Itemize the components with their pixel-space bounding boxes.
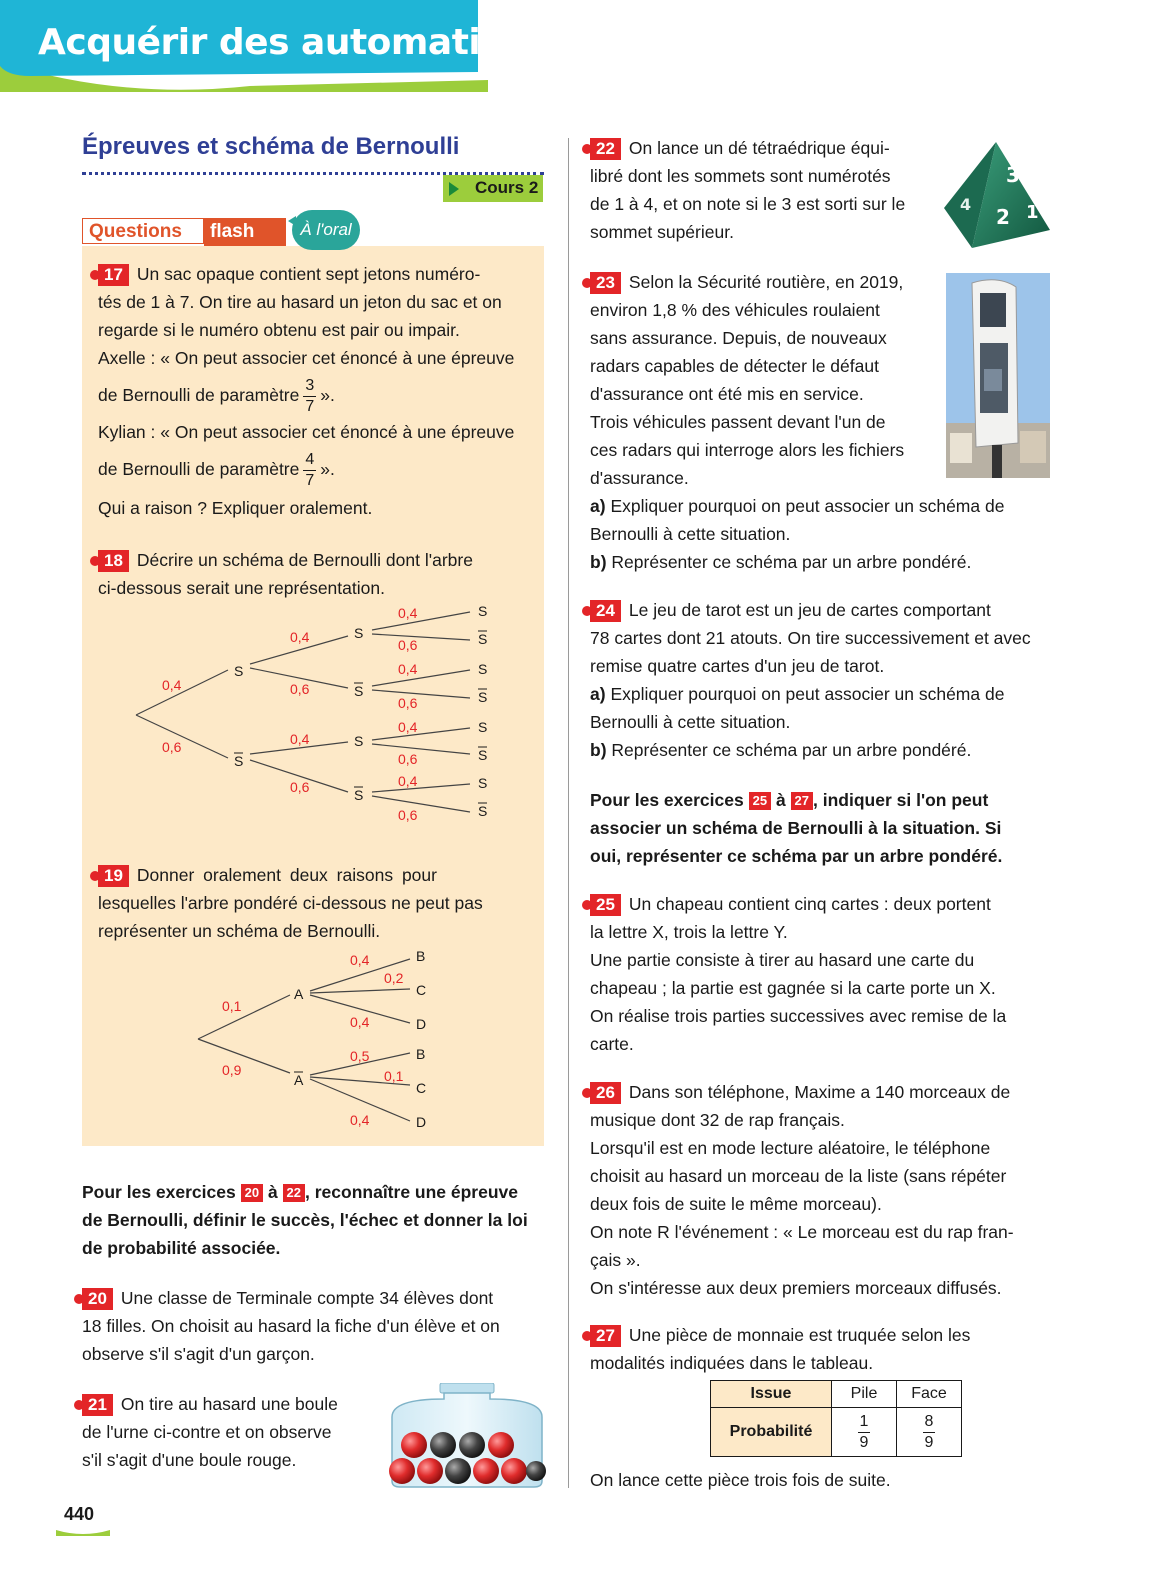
exercise-number: 25 [590, 894, 621, 916]
text-line: observe s'il s'agit d'un garçon. [82, 1344, 315, 1364]
tree-node: S [354, 787, 364, 803]
table-header: Issue [711, 1381, 832, 1408]
tree-node: D [416, 1016, 427, 1032]
exercise-17 [98, 260, 528, 522]
tree-probability: 0,4 [398, 605, 418, 621]
tree-probability: 0,6 [162, 739, 182, 755]
tree-node: S [478, 603, 488, 619]
tree-probability: 0,1 [384, 1068, 404, 1084]
exercise-27-end: On lance cette pièce trois fois de suite. [590, 1470, 891, 1490]
tree-probability: 0,6 [290, 779, 310, 795]
fraction: $\frac{3}{7}$ [305, 376, 315, 415]
fraction: $\frac{8}{9}$ [924, 1412, 934, 1451]
tree-probability: 0,6 [398, 807, 418, 823]
tree-diagram-18 [130, 600, 510, 830]
tree-node: S [354, 683, 364, 699]
tree-node: B [416, 948, 426, 964]
text-line: tés de 1 à 7. On tire au hasard un jeton du sac et on [98, 292, 502, 312]
table-row-label: Probabilité [711, 1408, 832, 1457]
text-line: musique dont 32 de rap français. [590, 1110, 845, 1130]
tree-probability: 0,9 [222, 1062, 242, 1078]
text-line: de Bernoulli de paramètre [98, 385, 300, 405]
text-line: Pour les exercices [590, 790, 744, 810]
text-line: Le jeu de tarot est un jeu de cartes comportant [628, 600, 991, 620]
tree-probability: 0,6 [398, 695, 418, 711]
text-line: Expliquer pourquoi on peut associer un schéma de [610, 496, 1005, 516]
tree-probability: 0,4 [290, 629, 310, 645]
text-line: On s'intéresse aux deux premiers morceaux diffusés. [590, 1278, 1002, 1298]
text-line: à [267, 1182, 278, 1202]
tree-node: S [234, 753, 244, 769]
text-line: Bernoulli à cette situation. [590, 712, 791, 732]
probability-table [710, 1380, 962, 1457]
tree-probability: 0,4 [350, 1112, 370, 1128]
tetrahedral-die-image [938, 138, 1056, 256]
exercise-20 [82, 1284, 546, 1368]
tree-probability: 0,5 [350, 1048, 370, 1064]
page-decoration [56, 1528, 110, 1536]
tree-probability: 0,4 [350, 952, 370, 968]
item-label: b) [590, 740, 607, 760]
tree-node: S [478, 661, 488, 677]
exercise-24 [590, 596, 1060, 764]
instructions-20-22 [82, 1178, 546, 1262]
exercise-number: 24 [590, 600, 621, 622]
text-line: Lorsqu'il est en mode lecture aléatoire, le téléphone [590, 1138, 991, 1158]
text-line: 18 filles. On choisit au hasard la fiche d'un élève et on [82, 1316, 500, 1336]
die-digit: 4 [960, 195, 972, 214]
table-cell [832, 1408, 897, 1457]
tree-probability: 0,4 [162, 677, 182, 693]
text-line: de Bernoulli de paramètre [98, 459, 300, 479]
urn-image [388, 1383, 546, 1489]
exercise-25 [590, 890, 1060, 1058]
exercise-ref[interactable]: 22 [283, 1184, 305, 1202]
text-line: Un sac opaque contient sept jetons numéro- [136, 264, 481, 284]
exercise-ref[interactable]: 20 [241, 1184, 263, 1202]
text-line: Décrire un schéma de Bernoulli dont l'arbre [136, 550, 473, 570]
exercise-number: 26 [590, 1082, 621, 1104]
text-line: Donner oralement deux raisons pour [136, 865, 437, 885]
tree-probability: 0,4 [290, 731, 310, 747]
exercise-number: 22 [590, 138, 621, 160]
text-line: , indiquer si l'on peut [813, 790, 989, 810]
text-line: Représenter ce schéma par un arbre pondéré. [611, 552, 972, 572]
tree-probability: 0,6 [290, 681, 310, 697]
text-line: Axelle : « On peut associer cet énoncé à une épreuve [98, 348, 515, 368]
text-line: chapeau ; la partie est gagnée si la carte porte un X. [590, 978, 996, 998]
text-line: On tire au hasard une boule [120, 1394, 338, 1414]
column-divider [568, 138, 569, 1488]
tree-node: S [478, 689, 488, 705]
questions-label: Questions [82, 218, 204, 244]
exercise-number: 17 [98, 264, 129, 286]
text-line: sans assurance. Depuis, de nouveaux [590, 328, 887, 348]
text-line: On lance un dé tétraédrique équi- [628, 138, 890, 158]
table-header: Pile [832, 1381, 897, 1408]
text-line: de l'urne ci-contre et on observe [82, 1422, 332, 1442]
tree-node: S [478, 719, 488, 735]
text-line: regarde si le numéro obtenu est pair ou impair. [98, 320, 460, 340]
text-line: d'assurance ont été mis en service. [590, 384, 864, 404]
tree-node: S [234, 663, 244, 679]
text-line: Qui a raison ? Expliquer oralement. [98, 498, 373, 518]
die-digit: 2 [996, 205, 1010, 229]
exercise-26 [590, 1078, 1060, 1302]
tree-probability: 0,4 [350, 1014, 370, 1030]
text-line: ». [320, 385, 335, 405]
tree-probability: 0,4 [398, 773, 418, 789]
tree-node: A [294, 986, 304, 1002]
die-digit: 1 [1026, 202, 1039, 223]
arrow-icon [449, 182, 459, 196]
exercise-27 [590, 1321, 1060, 1377]
cours-badge-label: Cours 2 [475, 178, 539, 197]
text-line: On réalise trois parties successives avec remise de la [590, 1006, 1007, 1026]
text-line: 78 cartes dont 21 atouts. On tire successivement et avec [590, 628, 1031, 648]
text-line: modalités indiquées dans le tableau. [590, 1353, 874, 1373]
tree-probability: 0,2 [384, 970, 404, 986]
text-line: remise quatre cartes d'un jeu de tarot. [590, 656, 885, 676]
die-digit: 3 [1006, 163, 1020, 187]
oral-badge: À l'oral [292, 210, 360, 250]
exercise-18 [98, 546, 528, 602]
text-line: radars capables de détecter le défaut [590, 356, 879, 376]
tree-node: S [478, 631, 488, 647]
exercise-ref[interactable]: 25 [749, 792, 771, 810]
tree-probability: 0,6 [398, 751, 418, 767]
tree-probability: 0,6 [398, 637, 418, 653]
tree-node: S [478, 747, 488, 763]
tree-node: B [416, 1046, 426, 1062]
tree-node: S [478, 775, 488, 791]
text-line: çais ». [590, 1250, 641, 1270]
text-line: , reconnaître une épreuve [305, 1182, 519, 1202]
text-line: Dans son téléphone, Maxime a 140 morceaux de [628, 1082, 1011, 1102]
page-number: 440 [64, 1504, 95, 1524]
text-line: Une pièce de monnaie est truquée selon les [628, 1325, 971, 1345]
exercise-number: 23 [590, 272, 621, 294]
exercise-19 [98, 861, 528, 945]
flash-label: flash [204, 218, 286, 246]
text-line: Selon la Sécurité routière, en 2019, [628, 272, 904, 292]
tree-node: S [354, 625, 364, 641]
item-label: a) [590, 684, 606, 704]
tree-node: C [416, 1080, 427, 1096]
text-line: Trois véhicules passent devant l'un de [590, 412, 886, 432]
exercise-number: 27 [590, 1325, 621, 1347]
exercise-number: 21 [82, 1394, 113, 1416]
section-title: Épreuves et schéma de Bernoulli [82, 133, 460, 160]
text-line: Bernoulli à cette situation. [590, 524, 791, 544]
text-line: s'il s'agit d'une boule rouge. [82, 1450, 297, 1470]
tree-diagram-19 [190, 945, 450, 1135]
text-line: Expliquer pourquoi on peut associer un schéma de [610, 684, 1005, 704]
text-line: de 1 à 4, et on note si le 3 est sorti sur le [590, 194, 906, 214]
exercise-21 [82, 1390, 382, 1474]
text-line: de probabilité associée. [82, 1238, 281, 1258]
exercise-number: 20 [82, 1288, 113, 1310]
exercise-ref[interactable]: 27 [791, 792, 813, 810]
tree-node: C [416, 982, 427, 998]
text-line: carte. [590, 1034, 634, 1054]
tree-node: A [294, 1072, 304, 1088]
text-line: de Bernoulli, définir le succès, l'échec et donner la loi [82, 1210, 528, 1230]
fraction: $\frac{1}{9}$ [859, 1412, 869, 1451]
text-line: Un chapeau contient cinq cartes : deux portent [628, 894, 991, 914]
text-line: d'assurance. [590, 468, 689, 488]
text-line: oui, représenter ce schéma par un arbre pondéré. [590, 846, 1003, 866]
exercise-number: 19 [98, 865, 129, 887]
text-line: On note R l'événement : « Le morceau est du rap fran- [590, 1222, 1014, 1242]
fraction: $\frac{4}{7}$ [305, 450, 315, 489]
text-line: ces radars qui interroge alors les fichiers [590, 440, 905, 460]
exercise-22 [590, 134, 930, 246]
text-line: Une classe de Terminale compte 34 élèves dont [120, 1288, 494, 1308]
text-line: deux fois de suite le même morceau). [590, 1194, 882, 1214]
table-cell [897, 1408, 962, 1457]
instructions-25-27 [590, 786, 1060, 870]
radar-photo [946, 273, 1050, 478]
text-line: à [775, 790, 786, 810]
text-line: lesquelles l'arbre pondéré ci-dessous ne peut pas [98, 893, 483, 913]
cours-badge[interactable] [443, 175, 543, 202]
text-line: ». [320, 459, 335, 479]
tree-probability: 0,1 [222, 998, 242, 1014]
text-line: représenter un schéma de Bernoulli. [98, 921, 381, 941]
text-line: environ 1,8 % des véhicules roulaient [590, 300, 880, 320]
tree-node: S [478, 803, 488, 819]
text-line: Une partie consiste à tirer au hasard une carte du [590, 950, 975, 970]
tree-node: S [354, 733, 364, 749]
text-line: la lettre X, trois la lettre Y. [590, 922, 788, 942]
table-header: Face [897, 1381, 962, 1408]
text-line: associer un schéma de Bernoulli à la situation. Si [590, 818, 1002, 838]
text-line: Pour les exercices [82, 1182, 236, 1202]
tree-probability: 0,4 [398, 661, 418, 677]
text-line: Représenter ce schéma par un arbre pondéré. [611, 740, 972, 760]
text-line: sommet supérieur. [590, 222, 734, 242]
text-line: choisit au hasard un morceau de la liste (sans répéter [590, 1166, 1007, 1186]
text-line: ci-dessous serait une représentation. [98, 578, 385, 598]
tree-probability: 0,4 [398, 719, 418, 735]
text-line: Kylian : « On peut associer cet énoncé à une épreuve [98, 422, 515, 442]
exercise-number: 18 [98, 550, 129, 572]
text-line: libré dont les sommets sont numérotés [590, 166, 891, 186]
item-label: a) [590, 496, 606, 516]
banner-title: Acquérir des automatismes [38, 22, 584, 63]
item-label: b) [590, 552, 607, 572]
tree-node: D [416, 1114, 427, 1130]
